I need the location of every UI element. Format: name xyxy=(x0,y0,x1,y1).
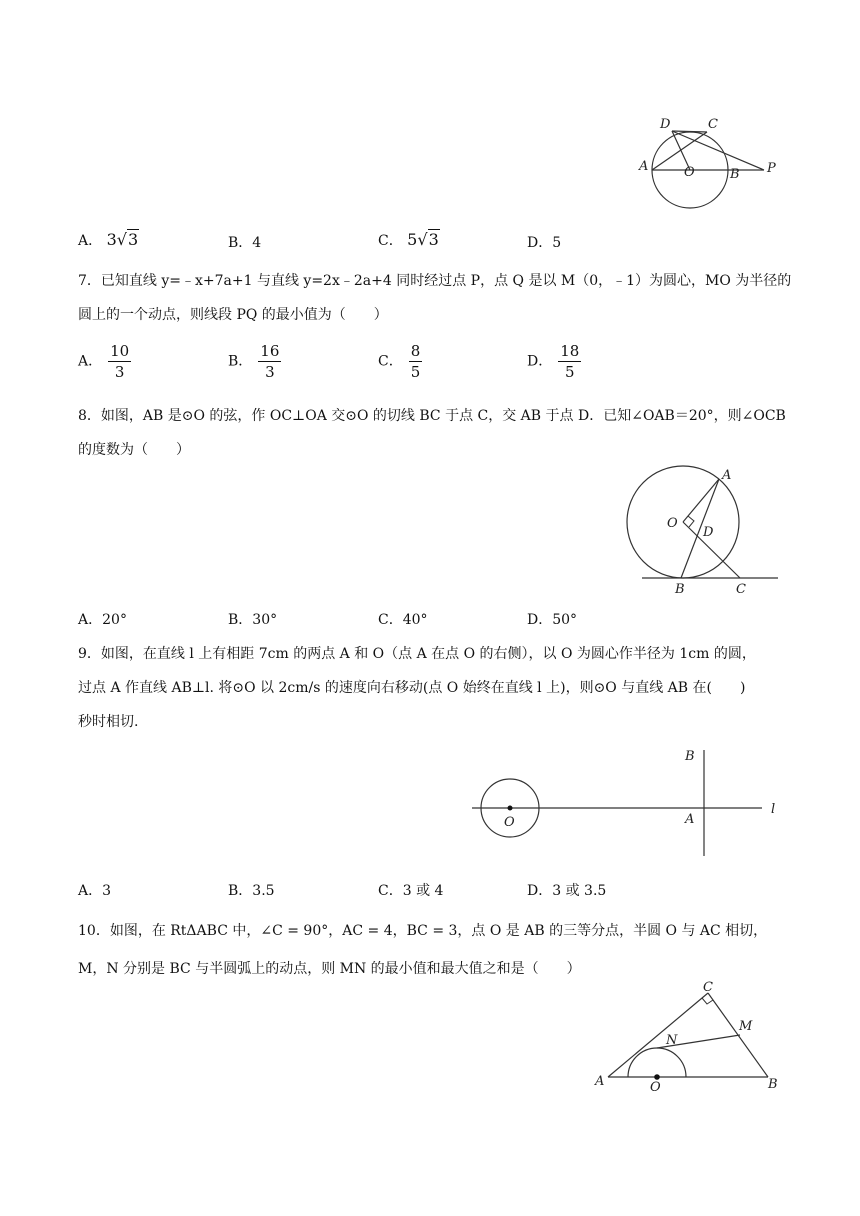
q7-option-c-label: C． xyxy=(378,353,403,370)
q6-option-c: C． 5√3 xyxy=(378,230,439,249)
q9-option-d-value: 3 或 3.5 xyxy=(552,883,607,899)
q8-option-d-value: 50° xyxy=(552,612,578,628)
q9-option-a xyxy=(78,880,111,900)
q10-text-line1: 10．如图，在 RtΔABC 中，∠C = 90°，AC = 4，BC = 3，点 O 是 AB 的三等分点，半圆 O 与 AC 相切， xyxy=(78,923,768,939)
q10-label-m: M xyxy=(739,1019,753,1034)
q6-option-b-label: B． xyxy=(228,235,253,251)
q7-option-a xyxy=(78,342,131,381)
q6-label-c: C xyxy=(708,117,718,132)
q6-label-o: O xyxy=(684,165,695,180)
q7-text-line1: 7．已知直线 y=﹣x+7a+1 与直线 y=2x﹣2a+4 同时经过点 P，点 Q 是以 M（0，﹣1）为圆心，MO 为半径的 xyxy=(78,273,792,289)
q9-option-c xyxy=(378,880,443,900)
q6-option-d-value: 5 xyxy=(552,235,562,251)
q9-option-a-value: 3 xyxy=(102,883,112,899)
q8-option-a-label: A． xyxy=(78,612,103,628)
q7-option-c-den: 5 xyxy=(410,363,421,381)
q10-label-b: B xyxy=(768,1077,778,1092)
q9-label-o: O xyxy=(504,815,515,830)
q6-label-d: D xyxy=(660,117,671,132)
q8-label-b: B xyxy=(675,582,685,597)
q8-option-c-value: 40° xyxy=(402,612,428,628)
q7-option-b-num: 16 xyxy=(260,342,280,360)
q8-label-d: D xyxy=(703,525,714,540)
q7-option-c-num: 8 xyxy=(410,342,421,360)
q8-option-d xyxy=(527,609,577,629)
q7-option-d-num: 18 xyxy=(560,342,580,360)
q9-label-a: A xyxy=(685,812,695,827)
q7-text-line2: 圆上的一个动点，则线段 PQ 的最小值为（ ） xyxy=(78,307,388,323)
q7-option-b-den: 3 xyxy=(265,363,275,381)
q9-option-c-label: C． xyxy=(378,883,403,899)
q8-option-b-label: B． xyxy=(228,612,253,628)
q6-option-b-value: 4 xyxy=(252,235,262,251)
q9-option-d-label: D． xyxy=(527,883,553,899)
q9-label-b: B xyxy=(685,749,695,764)
q8-label-a: A xyxy=(722,468,732,483)
q6-label-p: P xyxy=(767,161,776,176)
q9-option-a-label: A． xyxy=(78,883,103,899)
q10-label-a: A xyxy=(595,1074,605,1089)
q7-option-b xyxy=(228,342,281,381)
q8-option-c-label: C． xyxy=(378,612,403,628)
q10-label-o: O xyxy=(650,1080,661,1095)
q8-option-b-value: 30° xyxy=(252,612,278,628)
q7-option-d xyxy=(527,342,581,381)
q6-label-a: A xyxy=(639,159,649,174)
q7-option-a-den: 3 xyxy=(114,363,125,381)
q9-option-b-value: 3.5 xyxy=(252,883,275,899)
q8-text-line2: 的度数为（ ） xyxy=(78,442,190,458)
q7-option-d-den: 5 xyxy=(565,363,575,381)
q9-option-b-label: B． xyxy=(228,883,253,899)
q6-option-a-rad: 3 xyxy=(127,230,139,249)
q6-option-c-coef: 5 xyxy=(407,230,418,249)
q7-option-a-num: 10 xyxy=(110,342,130,360)
q10-label-n: N xyxy=(666,1033,678,1048)
q10-label-c: C xyxy=(703,980,713,995)
q9-figure xyxy=(472,742,784,860)
q6-option-c-rad: 3 xyxy=(428,230,439,249)
q8-option-b xyxy=(228,609,277,629)
q6-label-b: B xyxy=(730,167,740,182)
q6-option-a: A． 3√3 xyxy=(78,230,139,249)
q7-option-b-label: B． xyxy=(228,353,253,370)
q8-option-d-label: D． xyxy=(527,612,553,628)
q8-option-a xyxy=(78,609,127,629)
q7-option-d-label: D． xyxy=(527,353,553,370)
q8-label-o: O xyxy=(667,516,678,531)
q9-label-l: l xyxy=(771,802,776,817)
q10-figure xyxy=(592,978,784,1096)
q9-text-line2: 过点 A 作直线 AB⊥l. 将⊙O 以 2cm/s 的速度向右移动(点 O 始终在直线 l 上)，则⊙O 与直线 AB 在( ) xyxy=(78,680,746,696)
q6-option-a-label: A． xyxy=(78,233,103,249)
q8-text-line1: 8．如图，AB 是⊙O 的弦，作 OC⊥OA 交⊙O 的切线 BC 于点 C，交 AB 于点 D．已知∠OAB＝20°，则∠OCB xyxy=(78,408,786,424)
q10-text-line2: M，N 分别是 BC 与半圆弧上的动点，则 MN 的最小值和最大值之和是（ ） xyxy=(78,961,581,977)
q9-option-b xyxy=(228,880,275,900)
q7-option-c xyxy=(378,342,422,381)
q9-text-line1: 9．如图，在直线 l 上有相距 7cm 的两点 A 和 O（点 A 在点 O 的右侧），以 O 为圆心作半径为 1cm 的圆， xyxy=(78,646,756,662)
q8-figure xyxy=(622,465,782,600)
q6-option-d xyxy=(527,232,561,252)
q6-figure xyxy=(632,112,792,212)
q7-option-a-label: A． xyxy=(78,353,103,370)
q6-option-a-coef: 3 xyxy=(106,230,117,249)
q6-option-b xyxy=(228,232,261,252)
q8-label-c: C xyxy=(736,582,746,597)
q9-option-d xyxy=(527,880,606,900)
q9-option-c-value: 3 或 4 xyxy=(402,883,444,899)
q6-option-d-label: D． xyxy=(527,235,553,251)
q6-option-c-label: C． xyxy=(378,233,403,249)
q9-text-line3: 秒时相切. xyxy=(78,714,139,730)
q8-option-a-value: 20° xyxy=(102,612,127,628)
q8-option-c xyxy=(378,609,428,629)
